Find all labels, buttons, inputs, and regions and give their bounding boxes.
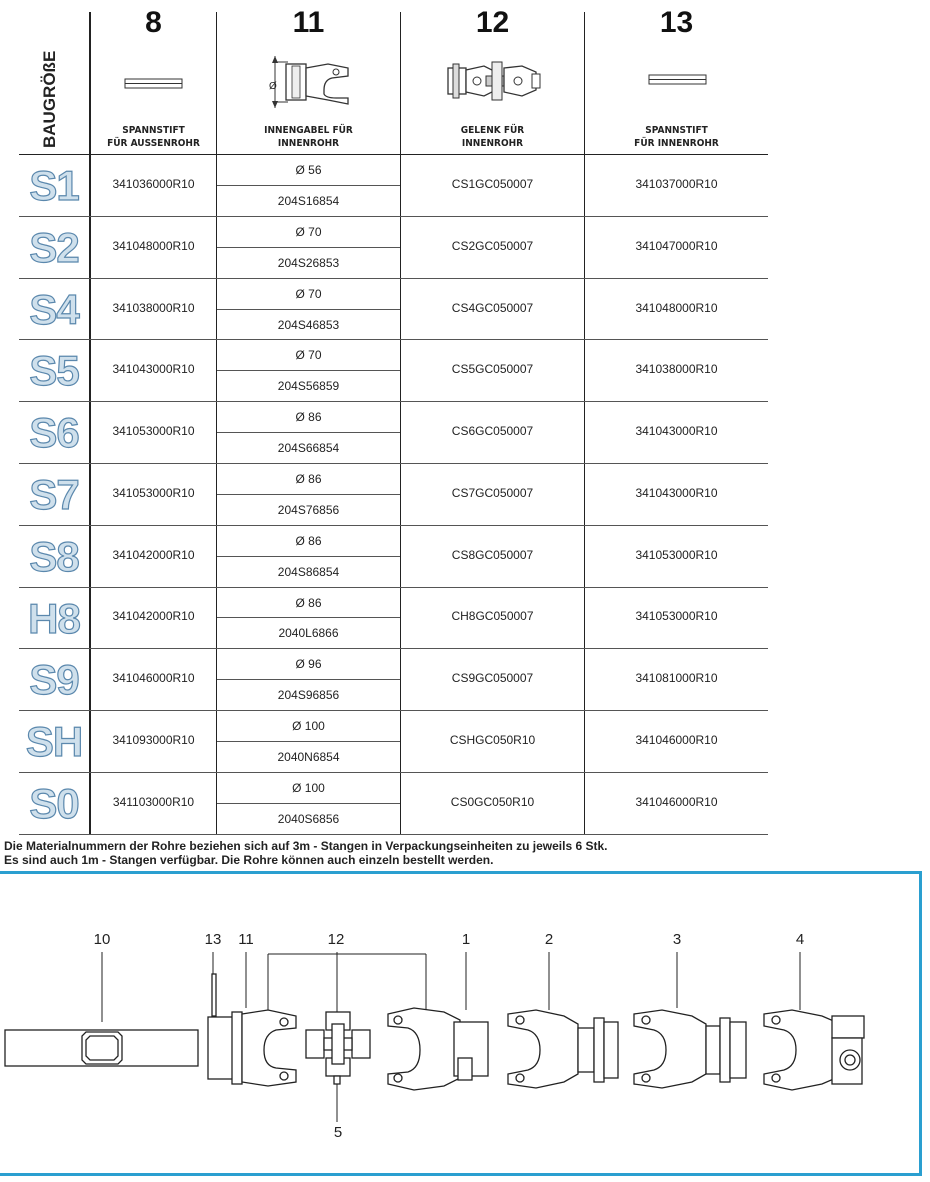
part-number-col8: 341042000R10 xyxy=(112,548,195,562)
part-number-col13: 341043000R10 xyxy=(635,486,718,500)
part-number-col12: CS4GC050007 xyxy=(451,301,534,315)
column-header-13 xyxy=(594,124,759,150)
yoke-3 xyxy=(634,1010,746,1088)
callout-5: 5 xyxy=(333,1124,343,1141)
column-header-8 xyxy=(97,124,210,150)
table-row-divider xyxy=(19,587,768,588)
part-number-col13: 341053000R10 xyxy=(635,548,718,562)
part-number-col12: CS8GC050007 xyxy=(451,548,534,562)
inner-yoke-diameter: Ø 86 xyxy=(295,534,322,548)
table-row-divider xyxy=(19,648,768,649)
diameter-symbol: Ø xyxy=(269,81,277,92)
joint-icon xyxy=(444,58,544,104)
part-number-col13: 341043000R10 xyxy=(635,424,718,438)
note-line-2: Es sind auch 1m - Stangen verfügbar. Die Rohre können auch einzeln bestellt werden. xyxy=(4,853,494,867)
part-number-col8: 341093000R10 xyxy=(112,733,195,747)
callout-12: 12 xyxy=(327,931,345,948)
cell-split-line xyxy=(217,185,400,186)
cell-split-line xyxy=(217,494,400,495)
inner-yoke-part-number: 204S76856 xyxy=(277,503,340,517)
cell-split-line xyxy=(217,617,400,618)
cell-split-line xyxy=(217,803,400,804)
part-number-col8: 341103000R10 xyxy=(112,795,195,809)
part-number-col12: CS9GC050007 xyxy=(451,671,534,685)
inner-yoke-diameter: Ø 70 xyxy=(295,225,322,239)
part-number-col8: 341053000R10 xyxy=(112,424,195,438)
column-header-11-line2: INNENROHR xyxy=(277,138,340,149)
size-label: S6 xyxy=(29,409,79,456)
callout-13: 13 xyxy=(204,931,222,948)
column-header-11-line1: INNENGABEL FÜR xyxy=(264,125,353,136)
part-number-col13: 341047000R10 xyxy=(635,239,718,253)
part-number-col13: 341038000R10 xyxy=(635,362,718,376)
table-row-divider xyxy=(19,339,768,340)
cell-split-line xyxy=(217,679,400,680)
size-label: S2 xyxy=(29,224,79,271)
part-number-col12: CS5GC050007 xyxy=(451,362,534,376)
size-label: S5 xyxy=(29,347,79,394)
inner-yoke-diameter: Ø 86 xyxy=(295,596,322,610)
inner-yoke xyxy=(208,1010,296,1086)
table-row-divider xyxy=(19,525,768,526)
size-label: S8 xyxy=(29,533,79,580)
inner-yoke-part-number: 2040L6866 xyxy=(278,626,339,640)
cell-split-line xyxy=(217,247,400,248)
part-number-col13: 341037000R10 xyxy=(635,177,718,191)
callout-10: 10 xyxy=(93,931,111,948)
part-number-col13: 341081000R10 xyxy=(635,671,718,685)
size-column-label: BAUGRÖßE xyxy=(40,50,59,148)
inner-yoke-part-number: 204S26853 xyxy=(277,256,340,270)
yoke-2 xyxy=(508,1010,618,1088)
inner-yoke-part-number: 204S56859 xyxy=(277,379,340,393)
size-label: S0 xyxy=(29,780,79,827)
part-number-col8: 341038000R10 xyxy=(112,301,195,315)
part-number-col13: 341053000R10 xyxy=(635,609,718,623)
size-label: S9 xyxy=(29,656,79,703)
column-number-12: 12 xyxy=(475,6,510,39)
universal-cross xyxy=(306,1012,370,1084)
table-row-divider xyxy=(19,772,768,773)
column-header-8-line2: FÜR AUSSENROHR xyxy=(107,138,200,149)
inner-yoke-diameter: Ø 86 xyxy=(295,410,322,424)
size-label: H8 xyxy=(28,595,80,642)
part-number-col12: CS2GC050007 xyxy=(451,239,534,253)
table-row-divider xyxy=(19,710,768,711)
part-number-col8: 341046000R10 xyxy=(112,671,195,685)
inner-yoke-diameter: Ø 70 xyxy=(295,348,322,362)
size-label: S1 xyxy=(29,162,79,209)
note-line-1: Die Materialnummern der Rohre beziehen sich auf 3m - Stangen in Verpackungseinheiten zu jeweils 6 Stk. xyxy=(4,839,608,853)
cell-split-line xyxy=(217,309,400,310)
inner-yoke-diameter: Ø 100 xyxy=(292,719,325,733)
part-number-col8: 341048000R10 xyxy=(112,239,195,253)
callout-11: 11 xyxy=(238,931,254,948)
column-header-12 xyxy=(410,124,575,150)
inner-yoke-part-number: 2040N6854 xyxy=(277,750,340,764)
part-number-col12: CS6GC050007 xyxy=(451,424,534,438)
inner-yoke-part-number: 204S86854 xyxy=(277,565,340,579)
column-header-11 xyxy=(226,124,391,150)
inner-yoke-diameter: Ø 70 xyxy=(295,287,322,301)
part-number-col13: 341048000R10 xyxy=(635,301,718,315)
inner-pin xyxy=(212,974,216,1016)
part-number-col12: CS1GC050007 xyxy=(451,177,534,191)
column-number-11: 11 xyxy=(292,6,325,39)
column-header-8-line1: SPANNSTIFT xyxy=(122,125,185,136)
inner-yoke-part-number: 2040S6856 xyxy=(277,812,340,826)
yoke-1 xyxy=(388,1008,488,1090)
inner-yoke-part-number: 204S96856 xyxy=(277,688,340,702)
inner-yoke-part-number: 204S46853 xyxy=(277,318,340,332)
callout-2: 2 xyxy=(544,931,554,948)
callout-3: 3 xyxy=(672,931,682,948)
column-header-13-line1: SPANNSTIFT xyxy=(645,125,708,136)
part-number-col12: CSHGC050R10 xyxy=(449,733,536,747)
column-header-12-line1: GELENK FÜR xyxy=(460,125,525,136)
part-number-col12: CH8GC050007 xyxy=(451,609,534,623)
column-header-12-line2: INNENROHR xyxy=(461,138,524,149)
cell-split-line xyxy=(217,370,400,371)
size-label: S4 xyxy=(29,286,79,333)
inner-yoke-part-number: 204S16854 xyxy=(277,194,340,208)
part-number-col13: 341046000R10 xyxy=(635,733,718,747)
inner-yoke-diameter: Ø 96 xyxy=(295,657,322,671)
cell-split-line xyxy=(217,741,400,742)
pin-icon xyxy=(648,73,708,87)
size-label: S7 xyxy=(29,471,79,518)
yoke-4 xyxy=(764,1010,864,1090)
size-label: SH xyxy=(25,718,83,765)
table-row-divider xyxy=(19,463,768,464)
part-number-col8: 341042000R10 xyxy=(112,609,195,623)
callout-4: 4 xyxy=(795,931,805,948)
pin-icon xyxy=(124,77,184,91)
column-number-8: 8 xyxy=(145,6,162,39)
driveline-exploded-drawing xyxy=(0,870,930,1180)
part-number-col8: 341053000R10 xyxy=(112,486,195,500)
inner-yoke-icon xyxy=(266,50,356,114)
part-number-col12: CS7GC050007 xyxy=(451,486,534,500)
table-row-divider xyxy=(19,278,768,279)
part-number-col13: 341046000R10 xyxy=(635,795,718,809)
callout-1: 1 xyxy=(461,931,471,948)
column-header-13-line2: FÜR INNENROHR xyxy=(634,138,719,149)
table-row-divider xyxy=(19,401,768,402)
inner-yoke-diameter: Ø 56 xyxy=(295,163,322,177)
table-row-divider xyxy=(19,216,768,217)
part-number-col8: 341036000R10 xyxy=(112,177,195,191)
part-number-col12: CS0GC050R10 xyxy=(450,795,535,809)
cell-split-line xyxy=(217,556,400,557)
grid-line-h xyxy=(19,154,768,155)
part-number-col8: 341043000R10 xyxy=(112,362,195,376)
outer-tube xyxy=(5,1030,198,1066)
column-number-13: 13 xyxy=(659,6,694,39)
cell-split-line xyxy=(217,432,400,433)
inner-yoke-diameter: Ø 86 xyxy=(295,472,322,486)
inner-yoke-part-number: 204S66854 xyxy=(277,441,340,455)
inner-yoke-diameter: Ø 100 xyxy=(292,781,325,795)
table-row-divider xyxy=(19,834,768,835)
